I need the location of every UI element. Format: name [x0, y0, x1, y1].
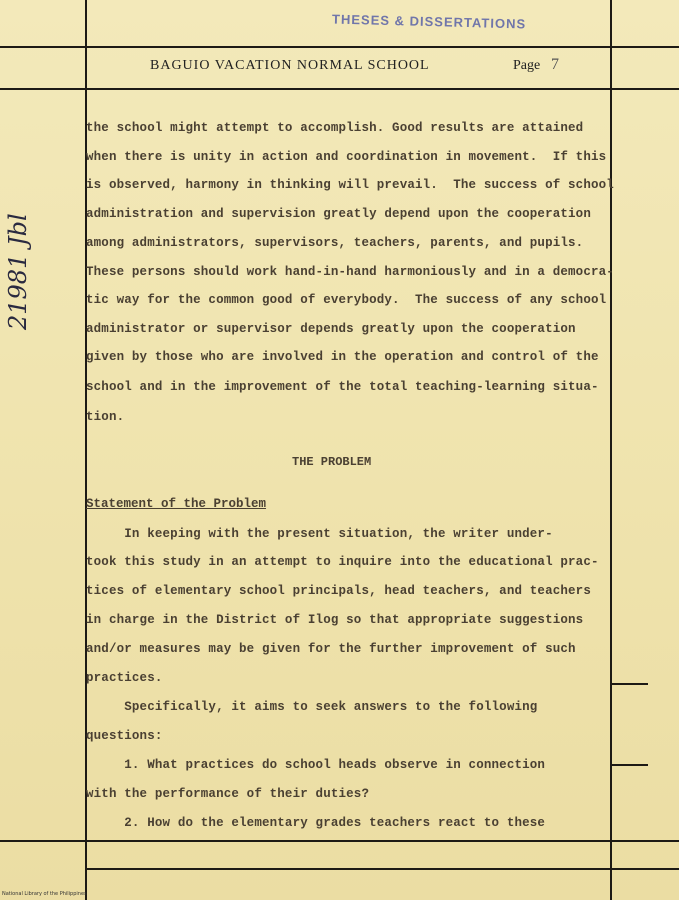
text-line: and/or measures may be given for the further improvement of such	[86, 642, 576, 656]
text-line: the school might attempt to accomplish. Good results are attained	[86, 121, 584, 135]
text-line: Specifically, it aims to seek answers to the following	[86, 700, 538, 714]
text-line: among administrators, supervisors, teachers, parents, and pupils.	[86, 236, 584, 250]
margin-tick-2	[612, 764, 648, 766]
text-line: in charge in the District of Ilog so that appropriate suggestions	[86, 613, 584, 627]
margin-tick-1	[612, 683, 648, 685]
subsection-heading: Statement of the Problem	[86, 497, 267, 511]
library-stamp: THESES & DISSERTATIONS	[331, 11, 527, 32]
text-line: questions:	[86, 729, 163, 743]
text-line: given by those who are involved in the operation and control of the	[86, 350, 599, 364]
text-line: practices.	[86, 671, 163, 685]
question-line: 1. What practices do school heads observe in connection	[86, 758, 546, 772]
question-line: with the performance of their duties?	[86, 787, 370, 801]
header-bottom-rule	[0, 88, 679, 90]
text-line: is observed, harmony in thinking will prevail. The success of school	[86, 178, 614, 192]
text-line: tices of elementary school principals, head teachers, and teachers	[86, 584, 591, 598]
question-line: 2. How do the elementary grades teachers react to these	[86, 816, 546, 830]
section-heading: THE PROBLEM	[292, 455, 372, 469]
school-name-header: BAGUIO VACATION NORMAL SCHOOL	[150, 58, 430, 73]
page-number: 7	[551, 56, 559, 73]
handwritten-margin-note: 21981 Jbl	[4, 213, 32, 330]
text-line: These persons should work hand-in-hand harmoniously and in a democra-	[86, 265, 614, 279]
text-line: school and in the improvement of the total teaching-learning situa-	[86, 380, 599, 394]
footer-credit: National Library of the Philippines	[2, 891, 87, 897]
text-line: took this study in an attempt to inquire into the educational prac-	[86, 555, 599, 569]
text-line: tic way for the common good of everybody. The success of any school	[86, 293, 607, 307]
footer-bottom-rule	[85, 868, 679, 870]
text-line: when there is unity in action and coordination in movement. If this	[86, 150, 607, 164]
text-line: administrator or supervisor depends greatly upon the cooperation	[86, 322, 576, 336]
page-label: Page	[513, 58, 541, 73]
text-line: administration and supervision greatly depend upon the cooperation	[86, 207, 591, 221]
text-line: In keeping with the present situation, the writer under-	[86, 527, 553, 541]
footer-top-rule	[0, 840, 679, 842]
text-line: tion.	[86, 410, 125, 424]
header-top-rule	[0, 46, 679, 48]
